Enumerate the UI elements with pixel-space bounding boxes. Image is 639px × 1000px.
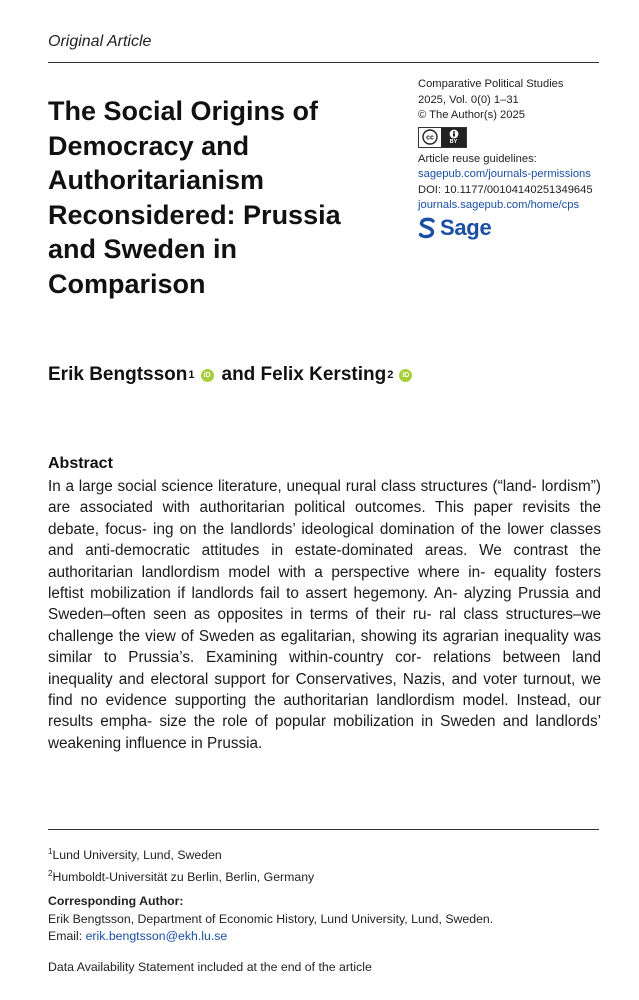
- license-by-label: BY: [449, 139, 458, 145]
- affiliations: [48, 843, 314, 886]
- data-availability-statement: Data Availability Statement included at the end of the article: [48, 960, 372, 974]
- affiliation-marker: 2: [48, 868, 53, 878]
- orcid-icon[interactable]: iD: [201, 369, 214, 382]
- doi-text: DOI: 10.1177/00104140251349645: [418, 183, 593, 196]
- article-title: [48, 94, 368, 301]
- affiliation-marker: 1: [48, 847, 53, 856]
- journal-volume: 2025, Vol. 0(0) 1–31: [418, 93, 519, 106]
- journal-home-link[interactable]: journals.sagepub.com/home/cps: [418, 199, 580, 211]
- title-line: Democracy and: [48, 130, 250, 161]
- corresponding-heading: Corresponding Author:: [48, 894, 184, 908]
- svg-text:cc: cc: [426, 134, 434, 142]
- affiliation-marker: 2: [387, 369, 394, 381]
- title-line: Authoritarianism: [48, 165, 265, 195]
- email-link[interactable]: erik.bengtsson@ekh.lu.se: [85, 929, 228, 943]
- footnote-rule: [48, 829, 599, 830]
- affiliation-text: Lund University, Lund, Sweden: [52, 848, 222, 863]
- affiliation-text: Humboldt-Universität zu Berlin, Berlin, Germany: [52, 869, 315, 884]
- header-rule: [48, 62, 599, 63]
- title-line: Comparison: [48, 268, 206, 299]
- title-line: The Social Origins of: [48, 96, 319, 126]
- affiliation-marker: 1: [188, 369, 195, 381]
- cc-by-license-badge[interactable]: [418, 127, 467, 148]
- corresponding-author: [48, 893, 493, 946]
- corresponding-address: Erik Bengtsson, Department of Economic History, Lund University, Lund, Sweden.: [48, 911, 494, 926]
- affiliation-item: [48, 865, 314, 887]
- publisher-logo: [418, 214, 618, 240]
- title-line: Reconsidered: Prussia: [48, 199, 341, 230]
- journal-meta: [418, 77, 618, 239]
- author-name: Erik Bengtsson: [48, 364, 188, 385]
- author-name: and Felix Kersting: [221, 364, 387, 385]
- copyright-line: © The Author(s) 2025: [418, 109, 525, 121]
- abstract-heading: Abstract: [48, 455, 113, 472]
- title-line: and Sweden in: [48, 234, 238, 264]
- attribution-person-icon: [449, 129, 459, 139]
- sage-s-icon: [418, 217, 436, 239]
- reuse-guidelines-label: Article reuse guidelines:: [418, 152, 537, 165]
- reuse-permissions-link[interactable]: sagepub.com/journals-permissions: [418, 168, 591, 180]
- article-type-label: Original Article: [48, 33, 152, 50]
- orcid-icon[interactable]: iD: [399, 369, 412, 382]
- cc-icon: [419, 128, 441, 147]
- abstract-text: In a large social science literature, unequal rural class structures (“land- lordism”) are associated with authoritarian political outcomes. This paper revisits the debate, focus- ing on the landlords’ ideological domination of the lower classes and anti-democratic attitudes in estate-dominated areas. We contrast the authoritarian landlordism model with a perspective where in- equality fosters leftist mobilization if landlords fail to assert hegemony. An- alyzing Prussia and Sweden–often seen as opposites in terms of their ru- ral class structures–we challenge the view of Sweden as egalitarian, showing its agrarian inequality was similar to Prussia’s. Examining within-country cor- relations between land inequality and electoral support for Conservatives, Nazis, and voter turnout, we find no evidence supporting the authoritarian landlordism model. Instead, our results empha- size the role of popular mobilization in Sweden and landlords’ weakening influence in Prussia.: [48, 478, 601, 752]
- email-label: Email:: [48, 929, 86, 943]
- publisher-name: Sage: [440, 214, 492, 240]
- corresponding-email-line: [48, 928, 493, 946]
- affiliation-item: [48, 843, 314, 865]
- author-list: [48, 364, 420, 386]
- journal-name: Comparative Political Studies: [418, 78, 564, 90]
